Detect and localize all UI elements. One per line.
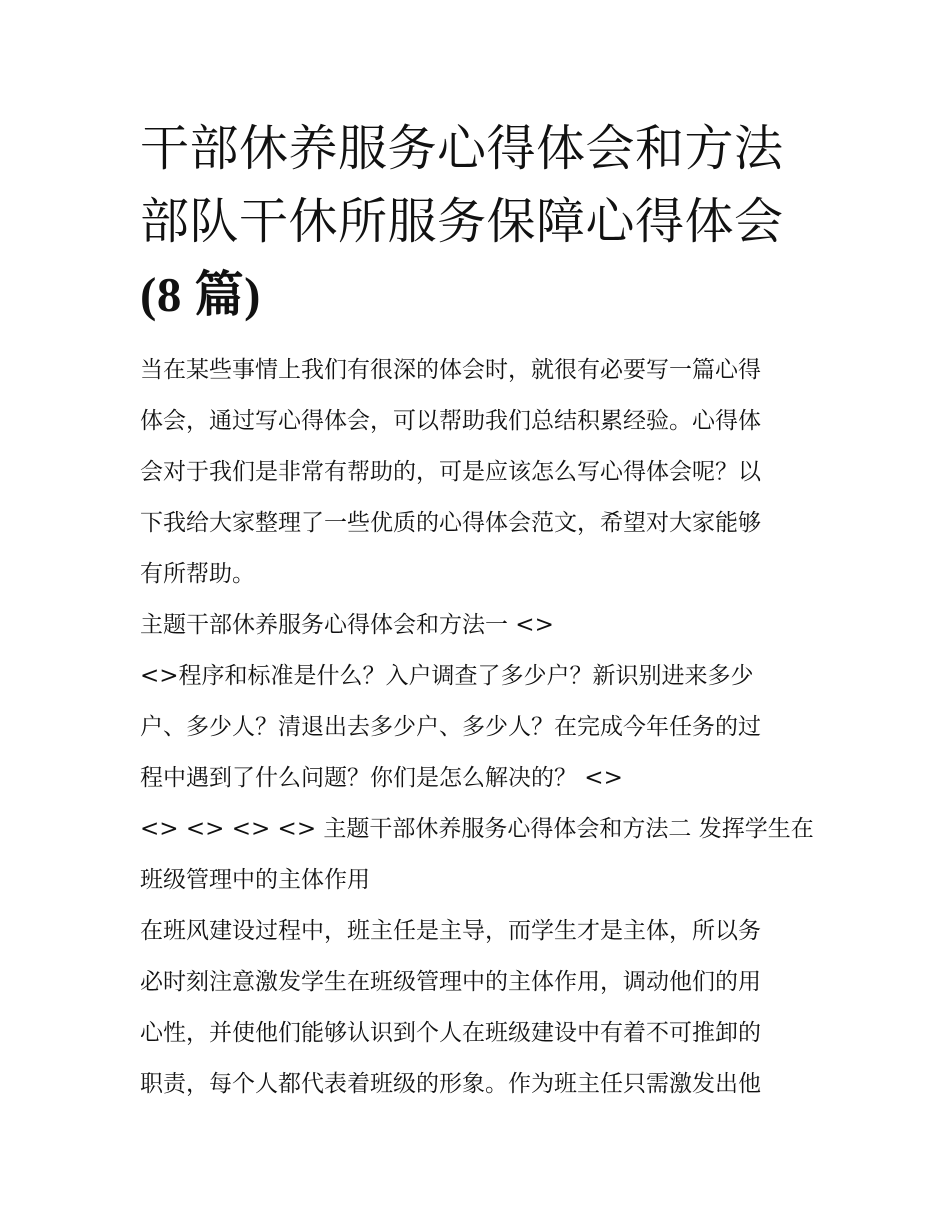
body-line: 程中遇到了什么问题？你们是怎么解决的？ <> bbox=[140, 765, 623, 791]
section-heading-1: 主题干部休养服务心得体会和方法一 <> bbox=[140, 612, 554, 638]
body-line: 班级管理中的主体作用 bbox=[140, 867, 370, 893]
title-line-1: 干部休养服务心得体会和方法 bbox=[140, 120, 784, 177]
body-line: 当在某些事情上我们有很深的体会时，就很有必要写一篇心得 bbox=[140, 357, 761, 383]
document-title bbox=[140, 112, 820, 331]
body-line: 必时刻注意激发学生在班级管理中的主体作用，调动他们的用 bbox=[140, 969, 761, 995]
body-line: 户、多少人？清退出去多少户、多少人？在完成今年任务的过 bbox=[140, 714, 761, 740]
body-line: <>程序和标准是什么？入户调查了多少户？新识别进来多少 bbox=[140, 663, 754, 689]
document-body bbox=[140, 345, 820, 1110]
body-line: 职责，每个人都代表着班级的形象。作为班主任只需激发出他 bbox=[140, 1071, 761, 1097]
document-content bbox=[140, 112, 820, 1110]
body-line: 在班风建设过程中，班主任是主导，而学生才是主体，所以务 bbox=[140, 918, 761, 944]
body-line: 下我给大家整理了一些优质的心得体会范文，希望对大家能够 bbox=[140, 510, 761, 536]
body-line: 心性，并使他们能够认识到个人在班级建设中有着不可推卸的 bbox=[140, 1020, 761, 1046]
body-line: 有所帮助。 bbox=[140, 561, 255, 587]
title-line-2: 部队干休所服务保障心得体会 bbox=[140, 193, 784, 250]
body-line: 会对于我们是非常有帮助的，可是应该怎么写心得体会呢？以 bbox=[140, 459, 761, 485]
title-line-3: (8 篇) bbox=[140, 267, 261, 322]
section-heading-2: <> <> <> <> 主题干部休养服务心得体会和方法二 发挥学生在 bbox=[140, 816, 814, 842]
body-line: 体会，通过写心得体会，可以帮助我们总结积累经验。心得体 bbox=[140, 408, 761, 434]
